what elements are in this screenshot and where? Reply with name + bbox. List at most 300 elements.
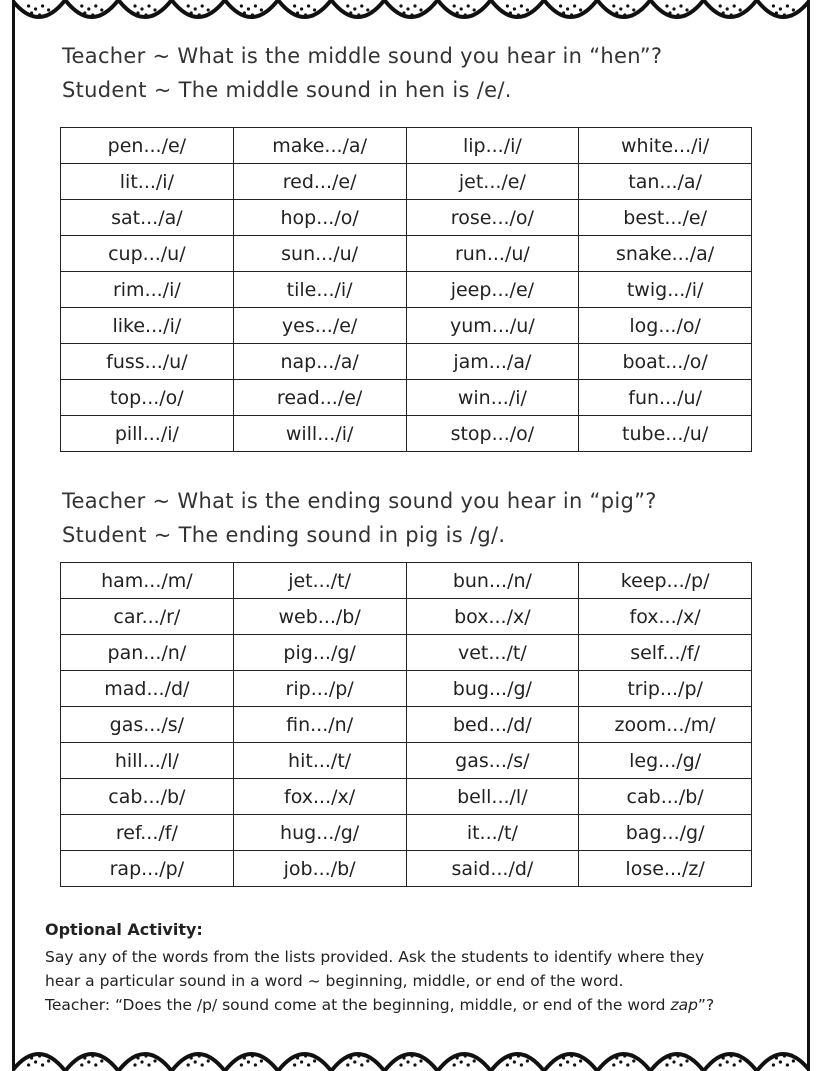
scallop-dot [730,1054,733,1057]
scallop-dot [201,4,204,7]
scallop-dot [509,11,512,14]
word-sound-cell: lose.../z/ [579,851,752,887]
scallop-dot [353,1060,356,1063]
scallop-dot [27,4,30,7]
word-sound-cell: said.../d/ [406,851,579,887]
scallop-dot [147,1063,150,1066]
scallop-dot [739,8,742,11]
word-sound-cell: pan.../n/ [61,635,234,671]
scallop-dot [260,8,263,11]
word-sound-cell: will.../i/ [233,416,406,452]
scallop-dot [619,1060,622,1063]
scallop-dot [296,11,299,14]
scallop-dot [672,7,675,10]
scallop-dot [94,4,97,7]
scallop-dot [83,11,86,14]
word-sound-cell: bun.../n/ [406,563,579,599]
word-sound-cell: job.../b/ [233,851,406,887]
word-sound-cell: bug.../g/ [406,671,579,707]
middle-sound-table [60,127,752,452]
scallop-dot [615,1056,618,1059]
scallop-dot [739,1059,742,1062]
word-sound-cell: bell.../l/ [406,779,579,815]
scallop-dot [190,11,193,14]
scallop-dot [630,14,633,17]
scallop-dot [783,13,786,16]
scallop-dot [417,1053,420,1056]
scallop-dot [260,1059,263,1062]
table-row [61,164,752,200]
scallop-dot [91,1054,94,1057]
scallop-dot [258,1053,261,1056]
word-sound-cell: bag.../g/ [579,815,752,851]
scallop-dot [300,7,303,10]
scallop-border-bottom [12,1035,810,1071]
scallop-dot [464,13,467,16]
scallop-dot [293,1063,296,1066]
scallop-dot [672,1060,675,1063]
scallop-dot [577,14,580,17]
scallop-dot [293,4,296,7]
scallop-dot [630,1053,633,1056]
word-sound-cell: cup.../u/ [61,236,234,272]
scallop-border-top [12,0,810,36]
scallop-dot [419,8,422,11]
scallop-dot [151,14,154,17]
scallop-dot [730,13,733,16]
scallop-dot [668,11,671,14]
scallop-dot [346,4,349,7]
word-sound-cell: fox.../x/ [233,779,406,815]
scallop-dot [473,1059,476,1062]
scallop-dot [464,1054,467,1057]
scallop-dot [456,1056,459,1059]
word-sound-cell: mad.../d/ [61,671,234,707]
scallop-dot [460,1060,463,1063]
scallop-dot [205,14,208,17]
scallop-dot [147,4,150,7]
word-sound-cell: fox.../x/ [579,599,752,635]
scallop-dot [91,13,94,16]
scallop-dot [399,4,402,7]
scallop-dot [247,1060,250,1063]
word-sound-cell: best.../e/ [579,200,752,236]
scallop-dot [570,13,573,16]
scallop-dot [207,1059,210,1062]
scallop-dot [187,4,190,7]
scallop-dot [41,4,44,7]
teacher-question-prefix: Teacher: “Does the /p/ sound come at the beginning, middle, or end of the word [45,996,671,1014]
scallop-dot [87,7,90,10]
table-row [61,671,752,707]
scallop-dot [772,4,775,7]
word-sound-cell: stop.../o/ [406,416,579,452]
scallop-dot [792,8,795,11]
scallop-dot [612,1063,615,1066]
scallop-dot [153,8,156,11]
scallop-dot [562,11,565,14]
scallop-dot [136,1056,139,1059]
word-sound-cell: keep.../p/ [579,563,752,599]
word-sound-cell: jet.../e/ [406,164,579,200]
word-sound-cell: jam.../a/ [406,344,579,380]
word-sound-cell: yum.../u/ [406,308,579,344]
scallop-dot [526,8,529,11]
table-row [61,128,752,164]
scallop-dot [47,1059,50,1062]
scallop-dot [399,1063,402,1066]
scallop-dot [296,1056,299,1059]
scallop-dot [364,1053,367,1056]
scallop-dot [311,14,314,17]
scallop-dot [562,1056,565,1059]
word-sound-cell: pig.../g/ [233,635,406,671]
scallop-dot [83,1056,86,1059]
word-sound-cell: jet.../t/ [233,563,406,599]
scallop-dot [790,14,793,17]
teacher-middle-prompt: Teacher ~ What is the middle sound you hear in “hen”? [62,44,663,68]
scallop-dot [726,1060,729,1063]
scallop-dot [144,1054,147,1057]
word-sound-cell: box.../x/ [406,599,579,635]
scallop-dot [676,1054,679,1057]
scallop-dot [100,8,103,11]
scallop-dot [194,1060,197,1063]
scallop-dot [737,14,740,17]
scallop-dot [679,4,682,7]
word-sound-cell: pill.../i/ [61,416,234,452]
scallop-dot [775,1056,778,1059]
word-sound-cell: cab.../b/ [579,779,752,815]
scallop-dot [453,4,456,7]
scallop-dot [506,4,509,7]
scallop-dot [133,4,136,7]
word-sound-cell: hug.../g/ [233,815,406,851]
table-row [61,308,752,344]
scallop-dot [573,4,576,7]
scallop-dot [626,4,629,7]
student-ending-response: Student ~ The ending sound in pig is /g/. [62,523,506,547]
optional-activity [45,920,805,1017]
scallop-dot [520,4,523,7]
word-sound-cell: bed.../d/ [406,707,579,743]
scallop-dot [460,7,463,10]
scallop-dot [775,11,778,14]
scallop-dot [144,13,147,16]
scallop-dot [353,7,356,10]
scallop-dot [733,1063,736,1066]
word-sound-cell: ref.../f/ [61,815,234,851]
scallop-dot [349,11,352,14]
table-row [61,851,752,887]
scallop-dot [406,7,409,10]
scallop-dot [307,1063,310,1066]
scallop-dot [140,7,143,10]
table-row [61,200,752,236]
scallop-dot [194,7,197,10]
scallop-dot [243,11,246,14]
scallop-dot [402,11,405,14]
word-sound-cell: zoom.../m/ [579,707,752,743]
word-sound-cell: sun.../u/ [233,236,406,272]
optional-activity-line-1: Say any of the words from the lists provided. Ask the students to identify where they [45,948,705,966]
scallop-dot [683,1053,686,1056]
scallop-dot [772,1063,775,1066]
scallop-dot [201,1063,204,1066]
ending-sound-table [60,562,752,887]
word-sound-cell: run.../u/ [406,236,579,272]
scallop-dot [140,1060,143,1063]
scallop-dot [417,14,420,17]
scallop-dot [366,8,369,11]
scallop-dot [471,1053,474,1056]
scallop-dot [413,1063,416,1066]
word-sound-cell: rose.../o/ [406,200,579,236]
scallop-dot [98,14,101,17]
scallop-dot [524,1053,527,1056]
scallop-dot [307,4,310,7]
scallop-dot [419,1059,422,1062]
scallop-dot [520,1063,523,1066]
word-sound-cell: fun.../u/ [579,380,752,416]
table-row [61,344,752,380]
optional-activity-line-2: hear a particular sound in a word ~ beginning, middle, or end of the word. [45,972,624,990]
scallop-dot [467,4,470,7]
word-sound-cell: gas.../s/ [406,743,579,779]
scallop-dot [722,1056,725,1059]
word-sound-cell: web.../b/ [233,599,406,635]
example-word: zap [670,996,698,1014]
scallop-dot [410,13,413,16]
scallop-dot [304,1054,307,1057]
scallop-dot [349,1056,352,1059]
scallop-dot [685,8,688,11]
word-sound-cell: read.../e/ [233,380,406,416]
scallop-dot [623,13,626,16]
scallop-dot [364,14,367,17]
scallop-dot [453,1063,456,1066]
scallop-dot [615,11,618,14]
scallop-dot [471,14,474,17]
scallop-dot [300,1060,303,1063]
scallop-dot [513,7,516,10]
scallop-dot [513,1060,516,1063]
scallop-dot [133,1063,136,1066]
scallop-dot [27,1063,30,1066]
scallop-dot [402,1056,405,1059]
word-sound-cell: twig.../i/ [579,272,752,308]
teacher-question-suffix: ”? [697,996,715,1014]
word-sound-cell: gas.../s/ [61,707,234,743]
scallop-dot [559,1063,562,1066]
word-sound-cell: make.../a/ [233,128,406,164]
word-sound-cell: lip.../i/ [406,128,579,164]
word-sound-cell: lit.../i/ [61,164,234,200]
scallop-dot [792,1059,795,1062]
scallop-dot [410,1054,413,1057]
scallop-dot [632,8,635,11]
scallop-dot [719,1063,722,1066]
scallop-dot [136,11,139,14]
scallop-dot [254,4,257,7]
word-sound-cell: rap.../p/ [61,851,234,887]
scallop-dot [626,1063,629,1066]
scallop-dot [517,1054,520,1057]
scallop-dot [94,1063,97,1066]
word-sound-cell: nap.../a/ [233,344,406,380]
word-sound-cell: trip.../p/ [579,671,752,707]
scallop-dot [243,1056,246,1059]
scallop-dot [573,1063,576,1066]
scallop-dot [30,1056,33,1059]
scallop-dot [517,13,520,16]
word-sound-cell: top.../o/ [61,380,234,416]
scallop-dot [786,4,789,7]
scallop-dot [570,1054,573,1057]
scallop-dot [205,1053,208,1056]
scallop-dot [577,1053,580,1056]
word-sound-cell: it.../t/ [406,815,579,851]
word-sound-cell: boat.../o/ [579,344,752,380]
scallop-dot [467,1063,470,1066]
scallop-dot [80,1063,83,1066]
word-sound-cell: sat.../a/ [61,200,234,236]
word-sound-cell: like.../i/ [61,308,234,344]
word-sound-cell: car.../r/ [61,599,234,635]
scallop-dot [357,13,360,16]
table-row [61,563,752,599]
scallop-dot [254,1063,257,1066]
table-row [61,380,752,416]
table-row [61,779,752,815]
scallop-dot [665,1063,668,1066]
scallop-dot [258,14,261,17]
scallop-dot [98,1053,101,1056]
word-sound-cell: self.../f/ [579,635,752,671]
scallop-dot [683,14,686,17]
scallop-dot [198,1054,201,1057]
scallop-dot [559,4,562,7]
scallop-dot [311,1053,314,1056]
scallop-dot [456,11,459,14]
scallop-dot [45,14,48,17]
word-sound-cell: tan.../a/ [579,164,752,200]
scallop-dot [612,4,615,7]
scallop-dot [733,4,736,7]
scallop-dot [524,14,527,17]
scallop-dot [47,8,50,11]
word-sound-cell: vet.../t/ [406,635,579,671]
scallop-dot [187,1063,190,1066]
scallop-dot [473,8,476,11]
word-sound-cell: log.../o/ [579,308,752,344]
scallop-dot [413,4,416,7]
table-row [61,272,752,308]
table-row [61,599,752,635]
scallop-dot [313,8,316,11]
scallop-dot [623,1054,626,1057]
scallop-dot [665,4,668,7]
table-row [61,416,752,452]
scallop-dot [779,1060,782,1063]
scallop-dot [34,1060,37,1063]
scallop-dot [726,7,729,10]
scallop-dot [406,1060,409,1063]
table-row [61,635,752,671]
scallop-dot [579,8,582,11]
scallop-dot [41,1063,44,1066]
scallop-dot [30,11,33,14]
optional-activity-line-3 [45,993,805,1017]
word-sound-cell: snake.../a/ [579,236,752,272]
word-sound-cell: win.../i/ [406,380,579,416]
scallop-dot [366,1059,369,1062]
student-middle-response: Student ~ The middle sound in hen is /e/. [62,78,512,102]
word-sound-cell: white.../i/ [579,128,752,164]
scallop-dot [779,7,782,10]
scallop-dot [566,1060,569,1063]
word-sound-cell: pen.../e/ [61,128,234,164]
scallop-dot [190,1056,193,1059]
scallop-dot [685,1059,688,1062]
word-sound-cell: fuss.../u/ [61,344,234,380]
scallop-dot [45,1053,48,1056]
word-sound-cell: tube.../u/ [579,416,752,452]
word-sound-cell: hop.../o/ [233,200,406,236]
table-row [61,707,752,743]
scallop-dot [100,1059,103,1062]
scallop-dot [579,1059,582,1062]
table-row [61,815,752,851]
scallop-dot [506,1063,509,1066]
word-sound-cell: rim.../i/ [61,272,234,308]
word-sound-cell: fin.../n/ [233,707,406,743]
scallop-dot [207,8,210,11]
scallop-dot [676,13,679,16]
word-sound-cell: hill.../l/ [61,743,234,779]
word-sound-cell: jeep.../e/ [406,272,579,308]
table-row [61,236,752,272]
teacher-ending-prompt: Teacher ~ What is the ending sound you hear in “pig”? [62,489,657,513]
scallop-dot [313,1059,316,1062]
word-sound-cell: tile.../i/ [233,272,406,308]
optional-activity-title: Optional Activity: [45,920,203,939]
scallop-dot [240,4,243,7]
scallop-dot [719,4,722,7]
scallop-dot [783,1054,786,1057]
scallop-dot [198,13,201,16]
scallop-dot [80,4,83,7]
scallop-dot [151,1053,154,1056]
scallop-dot [304,13,307,16]
scallop-dot [247,7,250,10]
scallop-dot [87,1060,90,1063]
word-sound-cell: cab.../b/ [61,779,234,815]
word-sound-cell: yes.../e/ [233,308,406,344]
scallop-dot [346,1063,349,1066]
scallop-dot [790,1053,793,1056]
scallop-dot [38,1054,41,1057]
word-sound-cell: hit.../t/ [233,743,406,779]
scallop-dot [360,1063,363,1066]
scallop-dot [509,1056,512,1059]
word-sound-cell: rip.../p/ [233,671,406,707]
scallop-dot [668,1056,671,1059]
scallop-dot [737,1053,740,1056]
scallop-dot [251,1054,254,1057]
scallop-dot [360,4,363,7]
scallop-dot [619,7,622,10]
